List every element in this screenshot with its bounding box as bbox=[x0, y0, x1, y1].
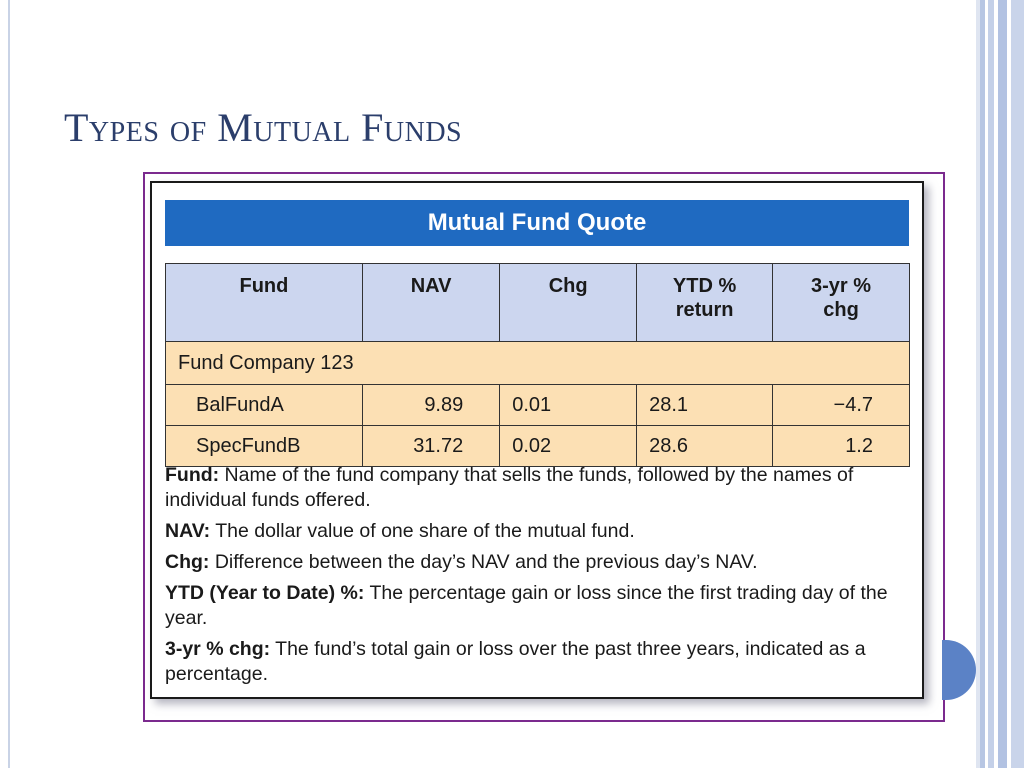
definition-item bbox=[165, 581, 910, 631]
definition-item bbox=[165, 463, 910, 513]
slide-left-rule bbox=[8, 0, 10, 768]
accent-circle bbox=[942, 640, 976, 700]
fund-3yr: −4.7 bbox=[773, 385, 910, 426]
header-chg: Chg bbox=[500, 264, 637, 342]
definition-term: Fund: bbox=[165, 464, 220, 486]
fund-name: BalFundA bbox=[166, 385, 363, 426]
fund-ytd: 28.6 bbox=[637, 426, 773, 467]
company-name: Fund Company 123 bbox=[166, 342, 910, 385]
header-fund: Fund bbox=[166, 264, 363, 342]
quote-header-row bbox=[166, 264, 910, 342]
definition-item bbox=[165, 519, 910, 544]
fund-chg: 0.02 bbox=[500, 426, 637, 467]
table-row bbox=[166, 385, 910, 426]
header-ytd: YTD % return bbox=[637, 264, 773, 342]
fund-nav: 31.72 bbox=[362, 426, 499, 467]
fund-3yr: 1.2 bbox=[773, 426, 910, 467]
definition-text: Difference between the day’s NAV and the previous day’s NAV. bbox=[209, 551, 758, 573]
definition-text: The fund’s total gain or loss over the past three years, indicated as a percentage. bbox=[165, 638, 866, 685]
definition-text: Name of the fund company that sells the funds, followed by the names of individual funds offered. bbox=[165, 464, 854, 511]
definitions-list bbox=[165, 463, 910, 693]
definition-term: YTD (Year to Date) %: bbox=[165, 582, 365, 604]
header-nav: NAV bbox=[362, 264, 499, 342]
quote-banner: Mutual Fund Quote bbox=[165, 200, 909, 246]
definition-term: Chg: bbox=[165, 551, 210, 573]
fund-nav: 9.89 bbox=[362, 385, 499, 426]
quote-card bbox=[150, 181, 924, 699]
header-3yr: 3-yr % chg bbox=[773, 264, 910, 342]
definition-term: NAV: bbox=[165, 520, 211, 542]
definition-text: The percentage gain or loss since the first trading day of the year. bbox=[165, 582, 888, 629]
slide-right-stripes bbox=[976, 0, 1024, 768]
definition-item bbox=[165, 550, 910, 575]
fund-ytd: 28.1 bbox=[637, 385, 773, 426]
fund-name: SpecFundB bbox=[166, 426, 363, 467]
company-row bbox=[166, 342, 910, 385]
definition-item bbox=[165, 637, 910, 687]
definition-text: The dollar value of one share of the mutual fund. bbox=[210, 520, 635, 542]
fund-chg: 0.01 bbox=[500, 385, 637, 426]
quote-table bbox=[165, 263, 910, 467]
definition-term: 3-yr % chg: bbox=[165, 638, 271, 660]
table-row bbox=[166, 426, 910, 467]
slide-title: Types of Mutual Funds bbox=[64, 105, 463, 150]
